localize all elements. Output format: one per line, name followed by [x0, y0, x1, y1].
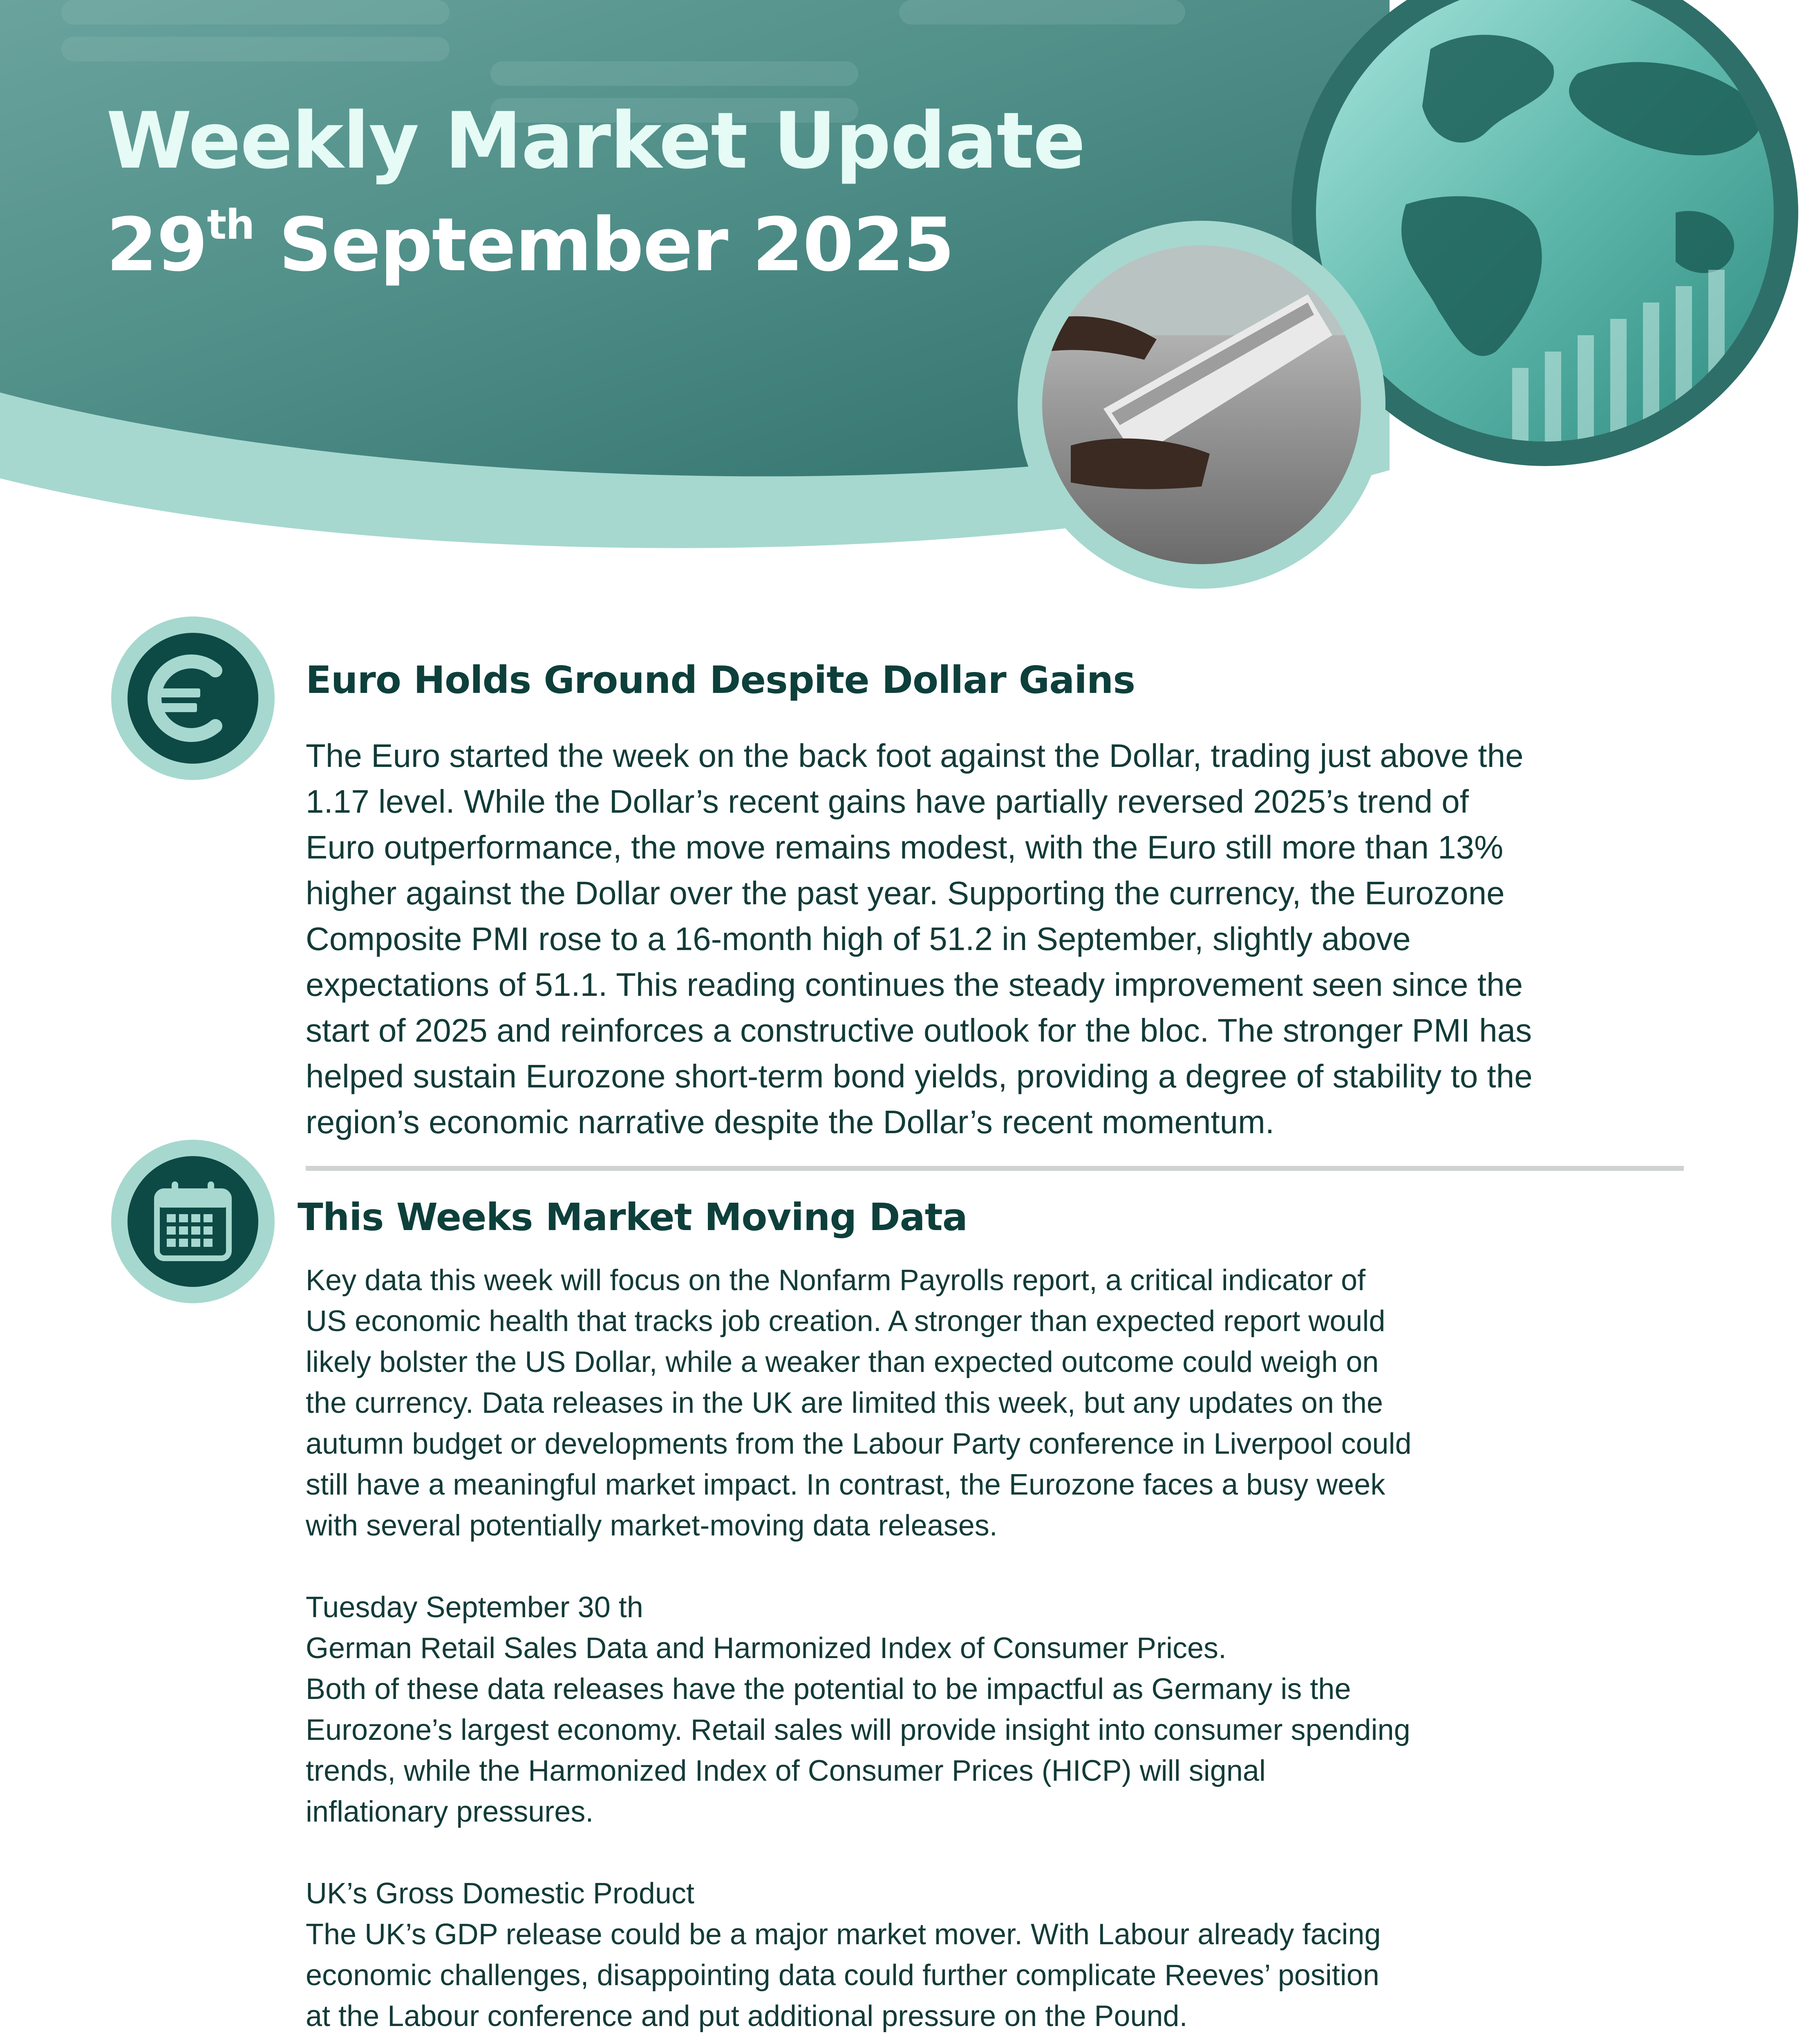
event1-title: German Retail Sales Data and Harmonized Index of Consumer Prices. — [306, 1632, 1227, 1665]
date-suffix: th — [207, 201, 254, 249]
event1-date: Tuesday September 30 th — [306, 1591, 643, 1624]
euro-icon — [128, 633, 258, 764]
date-day: 29 — [106, 202, 207, 288]
header-banner — [0, 0, 1806, 613]
section2-intro — [306, 1260, 1412, 1546]
section2-intro-line: Key data this week will focus on the Nonfarm Payrolls report, a critical indicator of — [306, 1264, 1366, 1297]
section2-intro-line: still have a meaningful market impact. In contrast, the Eurozone faces a busy week — [306, 1468, 1385, 1501]
section2-intro-line: US economic health that tracks job creation. A stronger than expected report would — [306, 1305, 1385, 1338]
section1-line: The Euro started the week on the back foot against the Dollar, trading just above the — [306, 737, 1524, 774]
section2-intro-line: likely bolster the US Dollar, while a weaker than expected outcome could weigh on — [306, 1346, 1379, 1378]
section-divider — [306, 1166, 1684, 1171]
event1-line: Eurozone’s largest economy. Retail sales will provide insight into consumer spending — [306, 1714, 1410, 1746]
event1-line: Both of these data releases have the potential to be impactful as Germany is the — [306, 1673, 1351, 1706]
event2-line: economic challenges, disappointing data could further complicate Reeves’ position — [306, 1959, 1379, 1992]
section1-line: 1.17 level. While the Dollar’s recent gains have partially reversed 2025’s trend of — [306, 783, 1469, 820]
section1-body — [306, 733, 1533, 1145]
event2-line: The UK’s GDP release could be a major market mover. With Labour already facing — [306, 1918, 1381, 1951]
calendar-icon — [128, 1156, 258, 1287]
section2-intro-line: autumn budget or developments from the Labour Party conference in Liverpool could — [306, 1428, 1412, 1460]
event1-line: trends, while the Harmonized Index of Consumer Prices (HICP) will signal — [306, 1755, 1266, 1787]
event2-block — [306, 1873, 1381, 2037]
section1-line: Euro outperformance, the move remains modest, with the Euro still more than 13% — [306, 829, 1504, 865]
section1-heading: Euro Holds Ground Despite Dollar Gains — [306, 658, 1135, 702]
event2-line: at the Labour conference and put additional pressure on the Pound. — [306, 2000, 1188, 2033]
section1-line: expectations of 51.1. This reading continues the steady improvement seen since the — [306, 966, 1523, 1003]
section2-intro-line: the currency. Data releases in the UK are limited this week, but any updates on the — [306, 1387, 1383, 1419]
event1-line: inflationary pressures. — [306, 1795, 594, 1828]
section1-line: start of 2025 and reinforces a constructive outlook for the bloc. The stronger PMI has — [306, 1012, 1532, 1049]
section2-heading: This Weeks Market Moving Data — [298, 1195, 967, 1239]
event1-block — [306, 1587, 1410, 1832]
section2-intro-line: with several potentially market-moving data releases. — [306, 1509, 998, 1542]
section1-line: higher against the Dollar over the past year. Supporting the currency, the Eurozone — [306, 875, 1505, 911]
report-date — [106, 201, 954, 288]
date-month-year: September 2025 — [254, 202, 954, 288]
event2-title: UK’s Gross Domestic Product — [306, 1877, 694, 1910]
section1-line: Composite PMI rose to a 16-month high of 51.2 in September, slightly above — [306, 921, 1411, 957]
page-title: Weekly Market Update — [106, 96, 1085, 186]
section1-line: region’s economic narrative despite the Dollar’s recent momentum. — [306, 1104, 1275, 1140]
section1-line: helped sustain Eurozone short-term bond yields, providing a degree of stability to the — [306, 1058, 1533, 1094]
